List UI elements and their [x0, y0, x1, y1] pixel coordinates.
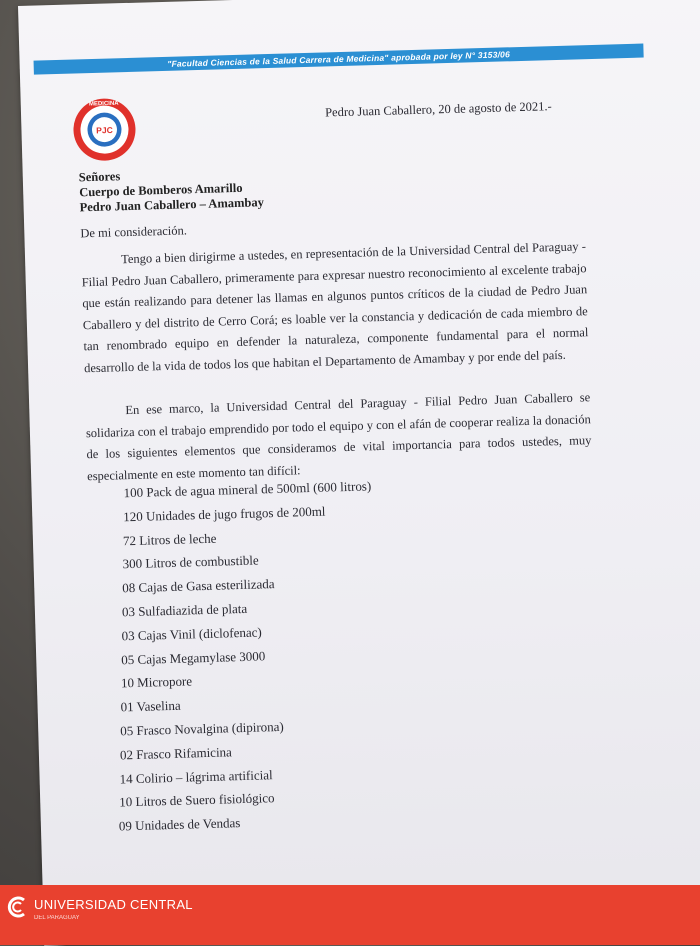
- list-item: 01 Vaselina: [120, 697, 181, 715]
- list-item: 03 Sulfadiazida de plata: [121, 600, 248, 620]
- list-item: 72 Litros de leche: [122, 530, 217, 548]
- paragraph-intro: [81, 236, 589, 379]
- addressee-block: [79, 165, 264, 215]
- list-item: 05 Cajas Megamylase 3000: [121, 647, 266, 667]
- list-item: 100 Pack de agua mineral de 500ml (600 litros): [123, 478, 372, 501]
- faculty-header-band: "Facultad Ciencias de la Salud Carrera de Medicina" aprobada por ley N° 3153/06: [34, 44, 644, 75]
- paragraph-intro-text: Tengo a bien dirigirme a ustedes, en representación de la Universidad Central del Paraguay - Filial Pedro Juan Caballero, primeramente para expresar nuestro reconocimiento al excelente trabajo que están realizando para detener las llamas en algunos puntos críticos de la ciudad de Pedro Juan Caballero y del distrito de Cerro Corá; es loable ver la constancia y dedicación de cada miembro de tan renombrado equipo en defender la naturaleza, componente fundamental para el normal desarrollo de la vida de todos los que habitan el Departamento de Amambay y por ende del país.: [81, 239, 589, 375]
- list-item: 03 Cajas Vinil (diclofenac): [121, 624, 262, 644]
- addressee-line: Señores: [78, 169, 121, 185]
- list-item: 120 Unidades de jugo frugos de 200ml: [123, 503, 326, 525]
- letter-date: Pedro Juan Caballero, 20 de agosto de 2021.-: [324, 99, 552, 120]
- university-logo-icon: [6, 895, 30, 919]
- addressee-line: Pedro Juan Caballero – Amambay: [79, 195, 265, 215]
- paragraph-donation: [85, 387, 592, 487]
- list-item: 300 Litros de combustible: [122, 552, 259, 572]
- footer-brand: UNIVERSIDAD CENTRAL: [34, 897, 193, 912]
- university-footer-band: [0, 885, 700, 945]
- salutation: De mi consideración.: [80, 223, 188, 241]
- paragraph-donation-text: En ese marco, la Universidad Central del Paraguay - Filial Pedro Juan Caballero se solidariza con el trabajo emprendido por todo el equipo y con el afán de cooperar realiza la donación de los siguientes elementos que consideramos de vital importancia para todos ustedes, muy especialmente en este momento tan difícil:: [85, 390, 592, 483]
- list-item: 10 Micropore: [120, 673, 193, 691]
- list-item: 09 Unidades de Vendas: [118, 815, 241, 834]
- donation-list: [109, 474, 381, 838]
- list-item: 08 Cajas de Gasa esterilizada: [122, 576, 275, 596]
- addressee-line: Cuerpo de Bomberos Amarillo: [79, 180, 243, 200]
- list-item: 02 Frasco Rifamicina: [119, 744, 233, 763]
- footer-subtitle: DEL PARAGUAY: [34, 915, 80, 921]
- list-item: 10 Litros de Suero fisiológico: [119, 790, 275, 810]
- list-item: 05 Frasco Novalgina (dipirona): [120, 718, 284, 739]
- letter-page: [18, 0, 700, 946]
- medicina-pjc-logo: [71, 96, 139, 164]
- logo-top-text: MEDICINA: [88, 100, 119, 108]
- logo-center-text: PJC: [96, 124, 113, 136]
- list-item: 14 Colirio – lágrima artificial: [119, 766, 273, 787]
